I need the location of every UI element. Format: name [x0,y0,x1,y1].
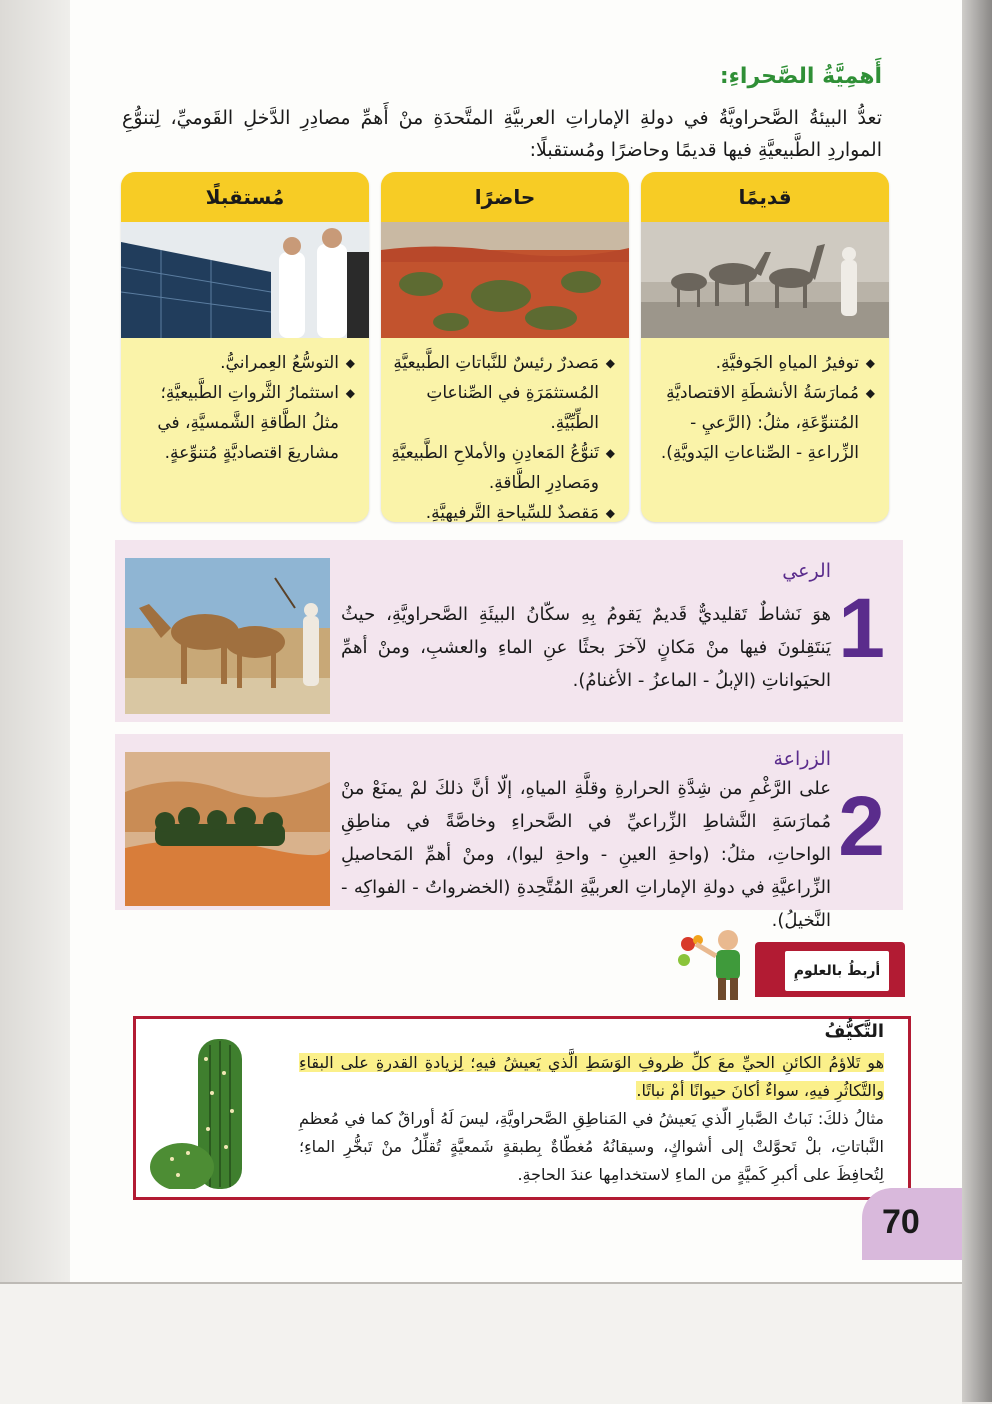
page-number: 70 [882,1203,920,1241]
column-future-heading: مُستقبلًا [121,172,369,222]
activity-title: الزراعة [773,748,831,770]
section-title: أَهمِيَّةُ الصَّحراءِ: [719,64,882,89]
column-past [641,172,889,522]
page-edge [962,0,992,1402]
column-past-heading: قديمًا [641,172,889,222]
next-page-edge [0,1282,962,1404]
list-item: ◆ تَنوُّعُ المَعادِنِ والأملاحِ الطَّبيعيَّةِ ومَصادِرِ الطَّاقةِ. [391,438,615,498]
column-future-list [121,348,369,468]
camels-photo [641,222,889,338]
adaptation-definition: هو تَلاؤمُ الكائنِ الحيِّ معَ كلِّ ظروفِ الوَسَطِ الَّذي يَعيشُ فيهِ؛ لِزيادةِ القدرةِ على البقاءِ والتَّكاثُرِ فيهِ، سواءٌ أكانَ حيوانًا أمْ نباتًا. [299,1053,884,1100]
adaptation-title: التَّكيُّفُ [824,1021,884,1042]
solar-panels-photo [121,222,369,338]
desert-shrubs-photo [381,222,629,338]
activity-agriculture [115,734,903,931]
list-item: ◆ مُمارَسَةُ الأنشطَةِ الاقتصاديَّةِ المُتنوِّعَةِ، مثلُ: (الرَّعيِ - الزِّراعةِ - الصِّناعاتِ اليَدويَّةِ). [651,378,875,468]
activity-number: 2 [838,779,885,873]
boy-with-fruit-icon [672,926,758,1006]
column-present [381,172,629,522]
column-present-heading: حاضرًا [381,172,629,222]
activity-number: 1 [838,581,885,675]
list-item: ◆ التوسُّعُ العِمرانيُّ. [131,348,355,378]
column-present-list [381,348,629,522]
list-item: ◆ استثمارُ الثَّرواتِ الطَّبيعيَّةِ؛ مثلُ الطَّاقةِ الشَّمسيَّةِ، في مشاريعَ اقتصاديَّةٍ مُتنوِّعةٍ. [131,378,355,468]
cactus-icon [148,1029,278,1189]
list-item: ◆ توفيرُ المياهِ الجَوفيَّةِ. [651,348,875,378]
activity-grazing [115,540,903,722]
camel-herding-photo [125,558,330,714]
science-link-label: أربطُ بالعلومِ [783,949,891,993]
list-item: ◆ مَصدرٌ رئيسٌ للنَّباتاتِ الطَّبيعيَّةِ المُستثمَرَةِ في الصِّناعاتِ الطِّبِّيَّةِ. [391,348,615,438]
science-link-tab [755,942,905,997]
activity-text: على الرَّغْمِ من شِدَّةِ الحرارةِ وقلَّةِ المياهِ، إلّا أنَّ ذلكَ لمْ يمنَعْ منْ مُمارَسَةِ النَّشاطِ الزِّراعيِّ في الصَّحراءِ وخاصَّةً في مناطِقِ الواحاتِ، مثلُ: (واحةِ العينِ - واحةِ ليوا)، ومنْ أهمِّ المَحاصيلِ الزِّراعيَّةِ في دولةِ الإماراتِ العربيَّةِ المُتَّحِدةِ (الخضرواتُ - الفواكِه - النَّخيلُ). [341,778,831,931]
intro-paragraph: تعدُّ البيئةُ الصَّحراويَّةُ في دولةِ الإماراتِ العربيَّةِ المتَّحدَةِ منْ أَهمِّ مصادِرِ الدَّخلِ القَوميِّ، لِتنوُّعِ المواردِ الطَّبيعيَّةِ فيها قديمًا وحاضرًا ومُستقبلًا: [122,107,882,161]
activity-title: الرعي [782,560,831,582]
column-past-list [641,348,889,468]
activity-text: هوَ نَشاطٌ تَقليديٌّ قَديمٌ يَقومُ بِهِ سكّانُ البيئَةِ الصَّحراويَّةِ، حيثُ يَنتَقِلونَ فيها منْ مَكانٍ لآخرَ بحثًا عنِ الماءِ والعشبِ، ومنْ أهمِّ الحيَواناتِ (الإبلُ - الماعزُ - الأغنامُ). [341,604,831,691]
adaptation-example: مثالُ ذلكَ: نَباتُ الصَّبارِ الّذي يَعيشُ في المَناطِقِ الصَّحراويَّةِ، ليسَ لَهُ أوراقٌ كما في مُعظمِ النَّباتاتِ، بلْ تَحوَّلتْ إلى أشواكٍ، وسيقانُهُ مُغطّاةٌ بِطبقةٍ شَمعيَّةٍ تُقلِّلُ منْ تَبخُّرِ الماءِ؛ لِتُحافِظَ على أكبرِ كَميَّةٍ من الماءِ لاستخدامِها عندَ الحاجةِ. [299,1109,884,1184]
list-item: ◆ مَقصدٌ للسِّياحةِ التَّرفيهيَّةِ. [391,498,615,522]
adaptation-box [133,1016,911,1200]
page-gutter [0,0,70,1402]
oasis-photo [125,752,330,906]
column-future [121,172,369,522]
